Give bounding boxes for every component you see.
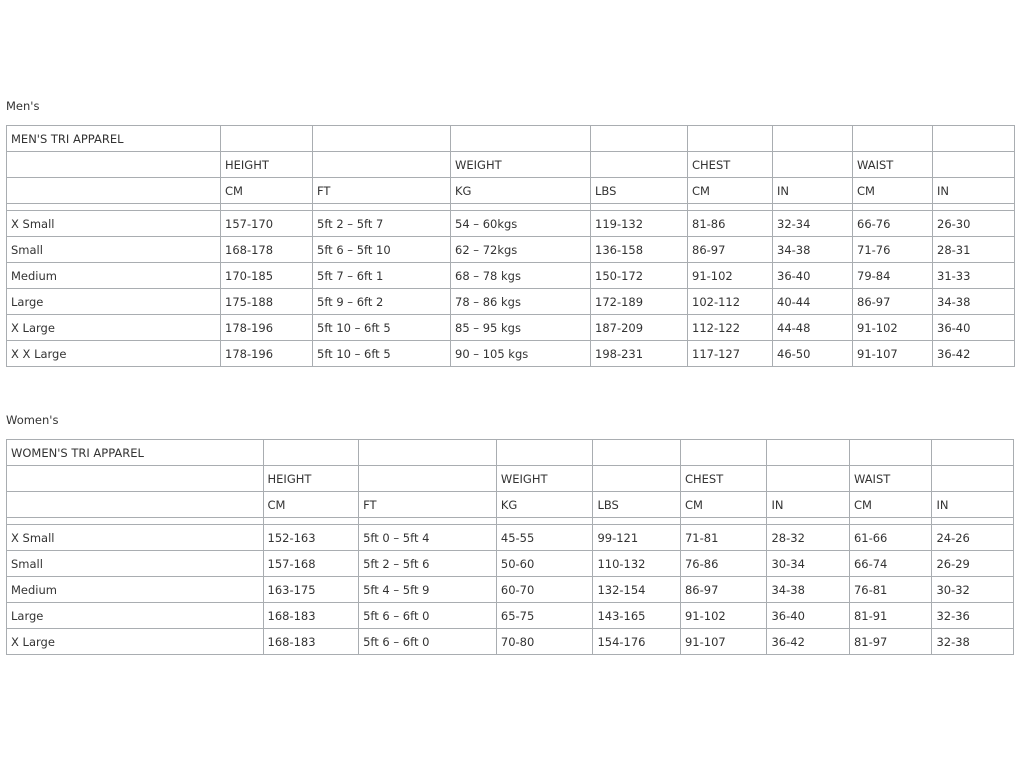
- size-label: X Large: [7, 315, 221, 341]
- table-cell: 71-76: [853, 237, 933, 263]
- table-cell: 60-70: [496, 577, 593, 603]
- size-label: Medium: [7, 263, 221, 289]
- table-row: [7, 263, 1015, 289]
- table-cell: 30-32: [932, 577, 1014, 603]
- table-cell: 40-44: [773, 289, 853, 315]
- size-label: X Large: [7, 629, 264, 655]
- table-cell: 44-48: [773, 315, 853, 341]
- table-row: [7, 551, 1014, 577]
- unit-header: IN: [767, 492, 849, 518]
- table-cell: 90 – 105 kgs: [451, 341, 591, 367]
- empty-cell: [849, 440, 931, 466]
- table-cell: 136-158: [591, 237, 688, 263]
- table-cell: 150-172: [591, 263, 688, 289]
- table-cell: 66-76: [853, 211, 933, 237]
- unit-header: FT: [359, 492, 497, 518]
- table-cell: 36-40: [773, 263, 853, 289]
- table-cell: 81-86: [688, 211, 773, 237]
- table-cell: 26-29: [932, 551, 1014, 577]
- table-cell: 175-188: [221, 289, 313, 315]
- unit-header: CM: [263, 492, 359, 518]
- measure-header: [932, 466, 1014, 492]
- measure-header: [767, 466, 849, 492]
- empty-cell: [680, 440, 767, 466]
- spacer-cell: [451, 204, 591, 211]
- unit-header: KG: [451, 178, 591, 204]
- empty-cell: [933, 126, 1015, 152]
- table-cell: 172-189: [591, 289, 688, 315]
- table-cell: 31-33: [933, 263, 1015, 289]
- unit-header: FT: [313, 178, 451, 204]
- table-cell: 5ft 6 – 5ft 10: [313, 237, 451, 263]
- table-row: [7, 341, 1015, 367]
- size-label: X Small: [7, 525, 264, 551]
- table-cell: 5ft 0 – 5ft 4: [359, 525, 497, 551]
- table-cell: 5ft 4 – 5ft 9: [359, 577, 497, 603]
- table-cell: 157-170: [221, 211, 313, 237]
- table-cell: 61-66: [849, 525, 931, 551]
- table-cell: 32-34: [773, 211, 853, 237]
- table-row: [7, 289, 1015, 315]
- empty-cell: [496, 440, 593, 466]
- title-row: [7, 440, 1014, 466]
- size-label: Large: [7, 603, 264, 629]
- spacer-cell: [359, 518, 497, 525]
- unit-header: LBS: [593, 492, 681, 518]
- empty-cell: [932, 440, 1014, 466]
- empty-cell: [688, 126, 773, 152]
- table-cell: 46-50: [773, 341, 853, 367]
- empty-cell: [451, 126, 591, 152]
- table-title: WOMEN'S TRI APPAREL: [7, 440, 264, 466]
- table-cell: 34-38: [933, 289, 1015, 315]
- spacer-cell: [688, 204, 773, 211]
- table-cell: 119-132: [591, 211, 688, 237]
- table-cell: 30-34: [767, 551, 849, 577]
- table-cell: 78 – 86 kgs: [451, 289, 591, 315]
- spacer-cell: [263, 518, 359, 525]
- table-cell: 187-209: [591, 315, 688, 341]
- table-cell: 91-107: [853, 341, 933, 367]
- spacer-cell: [593, 518, 681, 525]
- table-cell: 5ft 10 – 6ft 5: [313, 341, 451, 367]
- unit-header: CM: [680, 492, 767, 518]
- table-cell: 178-196: [221, 315, 313, 341]
- table-cell: 5ft 6 – 6ft 0: [359, 603, 497, 629]
- empty-cell: [359, 440, 497, 466]
- table-cell: 91-102: [688, 263, 773, 289]
- table-cell: 178-196: [221, 341, 313, 367]
- spacer-cell: [7, 518, 264, 525]
- table-cell: 154-176: [593, 629, 681, 655]
- table-cell: 81-91: [849, 603, 931, 629]
- table-cell: 50-60: [496, 551, 593, 577]
- table-cell: 70-80: [496, 629, 593, 655]
- spacer-cell: [853, 204, 933, 211]
- table-cell: 5ft 10 – 6ft 5: [313, 315, 451, 341]
- table-cell: 5ft 6 – 6ft 0: [359, 629, 497, 655]
- table-cell: 143-165: [593, 603, 681, 629]
- measure-header: [933, 152, 1015, 178]
- table-cell: 152-163: [263, 525, 359, 551]
- table-cell: 36-42: [767, 629, 849, 655]
- table-cell: 91-102: [680, 603, 767, 629]
- table-cell: 66-74: [849, 551, 931, 577]
- spacer-cell: [933, 204, 1015, 211]
- spacer-cell: [773, 204, 853, 211]
- table-cell: 91-102: [853, 315, 933, 341]
- table-cell: 5ft 9 – 6ft 2: [313, 289, 451, 315]
- measure-header: WAIST: [849, 466, 931, 492]
- measure-header: WEIGHT: [451, 152, 591, 178]
- table-cell: 86-97: [688, 237, 773, 263]
- size-label: Small: [7, 551, 264, 577]
- measure-header: [773, 152, 853, 178]
- empty-cell: [7, 178, 221, 204]
- title-row: [7, 126, 1015, 152]
- measure-header-row: [7, 152, 1015, 178]
- unit-header: CM: [221, 178, 313, 204]
- table-cell: 26-30: [933, 211, 1015, 237]
- table-cell: 45-55: [496, 525, 593, 551]
- unit-header: CM: [853, 178, 933, 204]
- size-label: X Small: [7, 211, 221, 237]
- table-row: [7, 237, 1015, 263]
- womens-size-table: [6, 439, 1014, 655]
- table-cell: 99-121: [593, 525, 681, 551]
- table-cell: 198-231: [591, 341, 688, 367]
- table-cell: 54 – 60kgs: [451, 211, 591, 237]
- unit-header: KG: [496, 492, 593, 518]
- table-cell: 86-97: [680, 577, 767, 603]
- spacer-cell: [767, 518, 849, 525]
- spacer-row: [7, 518, 1014, 525]
- spacer-cell: [849, 518, 931, 525]
- spacer-cell: [932, 518, 1014, 525]
- measure-header-row: [7, 466, 1014, 492]
- empty-cell: [7, 466, 264, 492]
- measure-header: [313, 152, 451, 178]
- table-cell: 28-31: [933, 237, 1015, 263]
- table-row: [7, 525, 1014, 551]
- table-cell: 5ft 2 – 5ft 7: [313, 211, 451, 237]
- unit-header: CM: [849, 492, 931, 518]
- table-cell: 168-183: [263, 603, 359, 629]
- unit-header: LBS: [591, 178, 688, 204]
- measure-header: WEIGHT: [496, 466, 593, 492]
- empty-cell: [853, 126, 933, 152]
- empty-cell: [221, 126, 313, 152]
- empty-cell: [773, 126, 853, 152]
- empty-cell: [7, 492, 264, 518]
- table-cell: 117-127: [688, 341, 773, 367]
- spacer-cell: [680, 518, 767, 525]
- empty-cell: [767, 440, 849, 466]
- table-cell: 65-75: [496, 603, 593, 629]
- table-cell: 157-168: [263, 551, 359, 577]
- mens-size-table: [6, 125, 1015, 367]
- table-row: [7, 315, 1015, 341]
- measure-header: HEIGHT: [221, 152, 313, 178]
- table-cell: 34-38: [773, 237, 853, 263]
- measure-header: CHEST: [680, 466, 767, 492]
- table-cell: 32-36: [932, 603, 1014, 629]
- table-cell: 79-84: [853, 263, 933, 289]
- table-cell: 168-178: [221, 237, 313, 263]
- table-cell: 24-26: [932, 525, 1014, 551]
- table-cell: 76-81: [849, 577, 931, 603]
- table-cell: 81-97: [849, 629, 931, 655]
- spacer-row: [7, 204, 1015, 211]
- table-cell: 110-132: [593, 551, 681, 577]
- table-cell: 62 – 72kgs: [451, 237, 591, 263]
- table-cell: 71-81: [680, 525, 767, 551]
- unit-header: IN: [933, 178, 1015, 204]
- size-label: Large: [7, 289, 221, 315]
- empty-cell: [591, 126, 688, 152]
- table-cell: 85 – 95 kgs: [451, 315, 591, 341]
- spacer-cell: [221, 204, 313, 211]
- size-label: Medium: [7, 577, 264, 603]
- table-cell: 28-32: [767, 525, 849, 551]
- unit-header-row: [7, 178, 1015, 204]
- table-cell: 36-42: [933, 341, 1015, 367]
- measure-header: WAIST: [853, 152, 933, 178]
- spacer-cell: [313, 204, 451, 211]
- unit-header: IN: [773, 178, 853, 204]
- table-cell: 168-183: [263, 629, 359, 655]
- table-row: [7, 629, 1014, 655]
- size-label: Small: [7, 237, 221, 263]
- empty-cell: [7, 152, 221, 178]
- table-cell: 34-38: [767, 577, 849, 603]
- table-cell: 32-38: [932, 629, 1014, 655]
- empty-cell: [313, 126, 451, 152]
- table-cell: 5ft 2 – 5ft 6: [359, 551, 497, 577]
- measure-header: CHEST: [688, 152, 773, 178]
- spacer-cell: [7, 204, 221, 211]
- mens-section-label: Men's: [6, 99, 40, 113]
- empty-cell: [593, 440, 681, 466]
- table-row: [7, 211, 1015, 237]
- table-cell: 86-97: [853, 289, 933, 315]
- table-cell: 91-107: [680, 629, 767, 655]
- measure-header: [591, 152, 688, 178]
- table-cell: 5ft 7 – 6ft 1: [313, 263, 451, 289]
- unit-header: CM: [688, 178, 773, 204]
- womens-section-label: Women's: [6, 413, 59, 427]
- table-cell: 68 – 78 kgs: [451, 263, 591, 289]
- table-row: [7, 577, 1014, 603]
- unit-header-row: [7, 492, 1014, 518]
- table-cell: 163-175: [263, 577, 359, 603]
- table-row: [7, 603, 1014, 629]
- table-cell: 76-86: [680, 551, 767, 577]
- table-cell: 132-154: [593, 577, 681, 603]
- measure-header: HEIGHT: [263, 466, 359, 492]
- spacer-cell: [591, 204, 688, 211]
- table-title: MEN'S TRI APPAREL: [7, 126, 221, 152]
- size-label: X X Large: [7, 341, 221, 367]
- table-cell: 102-112: [688, 289, 773, 315]
- unit-header: IN: [932, 492, 1014, 518]
- table-cell: 36-40: [767, 603, 849, 629]
- empty-cell: [263, 440, 359, 466]
- table-cell: 170-185: [221, 263, 313, 289]
- measure-header: [593, 466, 681, 492]
- table-cell: 36-40: [933, 315, 1015, 341]
- table-cell: 112-122: [688, 315, 773, 341]
- spacer-cell: [496, 518, 593, 525]
- measure-header: [359, 466, 497, 492]
